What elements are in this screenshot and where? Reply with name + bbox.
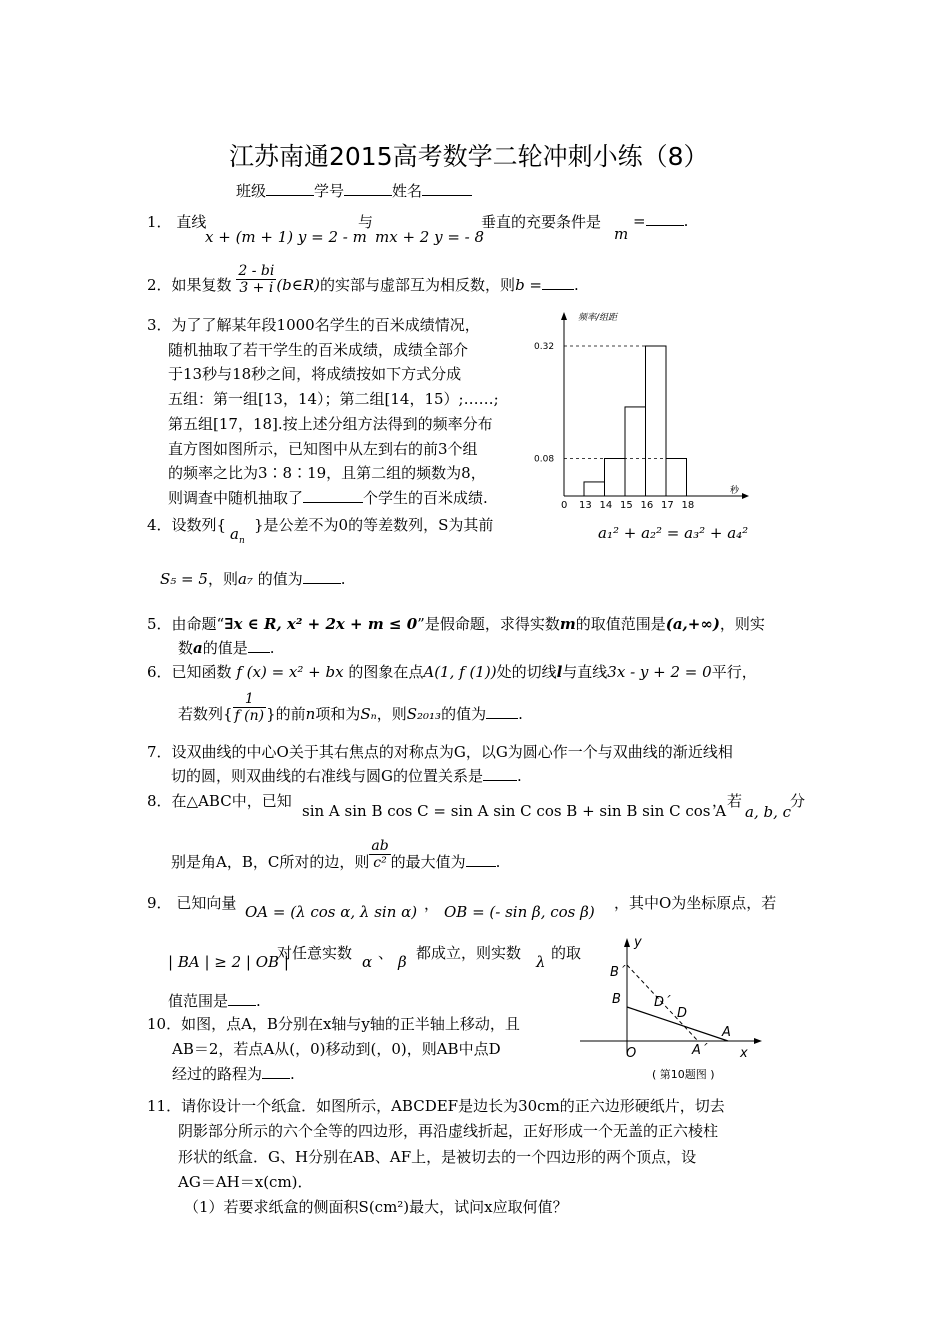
q4-an: $a_n$ [230,525,245,546]
question-number: 1． [147,213,172,231]
id-field[interactable] [344,195,392,196]
y-tick-label: 0.08 [534,454,555,465]
q1-text-post: 垂直的充要条件是 [481,213,602,231]
question-1 [147,211,206,232]
y-tick-label: 0.32 [534,342,555,352]
question-5: 5．由命题“∃x ∈ R, x² + 2x + m ≤ 0”是假命题，求得实数m的取值范围是(a,+∞)，则实 数a的值是 . [147,615,765,657]
label-y: y [634,935,642,950]
q9-sep: ， [424,895,440,913]
q9-line2-eq: | BA | ≥ 2 | OB | [168,953,289,971]
x-tick-label: 15 [620,500,633,511]
label-D2: D´ [654,995,671,1010]
x-tick-label: 13 [579,500,592,511]
label-x: x [740,1046,748,1061]
label-B: B [612,992,621,1007]
histogram-bar [605,459,626,497]
q8-answer-blank[interactable] [466,866,496,867]
x-tick-label: 17 [661,500,674,511]
name-label: 姓名 [392,182,423,200]
q4-eq: a₁² + a₂² = a₃² + a₄² [598,524,749,542]
question-8: 8．在△ABC中，已知 [147,792,292,810]
question-9: 9． 已知向量 [147,894,237,912]
q8-abc: a, b, c [745,803,792,821]
q4-text: }是公差不为0的等差数列，S为其前 [254,516,494,534]
label-B2: B´ [610,965,626,980]
class-field[interactable] [266,195,314,196]
q8-fraction: $\frac{ab}{\text{c²}}$ [371,837,389,871]
q2-answer-blank[interactable] [542,289,574,290]
x-axis-label: 秒 [730,486,740,496]
q9-answer-blank[interactable] [228,1005,256,1006]
q10-figure [580,935,770,1085]
histogram-bar [666,459,687,497]
q3-answer-blank[interactable] [303,502,363,503]
frequency-histogram [528,306,758,514]
histogram-bar [625,407,646,496]
q1-line-eq1: x + (m + 1) y = 2 - m [205,228,367,246]
q9-beta: β [398,953,407,971]
fig-y-arrow [624,938,630,947]
label-A2: A´ [692,1043,708,1058]
q1-answer-blank[interactable] [646,225,684,226]
q9-sep2: 、 [378,944,394,962]
page-title: 江苏南通2015高考数学二轮冲刺小练（8） [229,142,709,171]
fig-x-arrow [754,1038,762,1044]
question-7: 7．设双曲线的中心O关于其右焦点的对称点为G，以G为圆心作一个与双曲线的渐近线相 切的圆，则双曲线的右准线与圆G的位置关系是 . [147,743,733,785]
histogram-bar [646,346,667,496]
q9-line3: 值范围是 . [168,992,261,1010]
q6-answer-blank[interactable] [486,718,518,719]
q2-fraction: $\frac{2 - bi}{3 + i}$ [238,262,275,296]
label-D: D [677,1006,688,1021]
q1-text-mid: 与 [358,213,374,231]
q7-answer-blank[interactable] [483,780,517,781]
class-label: 班级 [236,182,267,200]
question-2: 2．如果复数 $\frac{2 - bi}{3 + i}$ (b∈R)的实部与虚部互为相反数，则b = . [147,262,579,296]
q10-answer-blank[interactable] [262,1078,290,1079]
q8-post: 分 [790,792,806,810]
figure-caption: ( 第10题图 ) [652,1068,715,1081]
question-10: 10．如图，点A，B分别在x轴与y轴的正半轴上移动，且 AB＝2，若点A从(，0)移动到(，0)，则AB中点D 经过的路程为 . [147,1015,520,1083]
y-axis-label: 频率/组距 [578,313,618,323]
x-tick-label: 16 [640,500,654,511]
x-tick-label: 0 [561,500,568,511]
x-axis-arrow [742,493,749,499]
q9-line2-mid2: 都成立，则实数 [416,944,522,962]
q8-line2: 别是角A，B，C所对的边，则 $\frac{ab}{\text{c²}}$ 的最大值为 . [171,837,501,871]
q6-line2: 若数列{ $\frac{1}{f (n)}$ }的前n项和为Sₙ，则S₂₀₁₃的值为 . [178,690,523,724]
question-6: 6．已知函数 f (x) = x² + bx 的图象在点A(1, f (1))处的切线l与直线3x - y + 2 = 0平行， [147,663,757,681]
q9-line2-mid: 对任意实数 [277,944,353,962]
q1-text: 直线 [176,213,207,231]
id-label: 学号 [314,182,345,200]
histogram-bar [584,482,605,496]
q4-answer-blank[interactable] [303,583,341,584]
q8-mid: ，若 [712,792,743,810]
q4-line2: S₅ = 5，则a₇ 的值为 . [160,570,346,588]
q9-OB: OB = (- sin β, cos β) [444,903,595,921]
x-tick-label: 18 [681,500,695,511]
q8-eq: sin A sin B cos C = sin A sin C cos B + sin B sin C cos A [302,802,727,820]
q9-OA: OA = (λ cos α, λ sin α) [245,903,418,921]
q9-line2-post: 的取 [551,944,582,962]
q1-line-eq2: mx + 2 y = - 8 [375,228,485,246]
question-3: 3．为了了解某年段1000名学生的百米成绩情况， 随机抽取了若干学生的百米成绩，成绩全部介 于13秒与18秒之间，将成绩按如下方式分成 五组：第一组[13，14）；第二组[14，15）;……; 第五组[17，18].按上述分组方法得到的频率分布 直方图如图所示，已知图中从左到右的前3个组 的频率之比为3∶8∶19，且第二组的频数为8， 则调查中随机抽取了 个学生的百米成绩. [147,316,499,507]
q6-fraction: $\frac{1}{f (n)}$ [234,690,265,724]
q9-alpha: α [362,953,373,971]
label-A: A [722,1025,731,1040]
y-axis-arrow [561,312,567,320]
question-4: 4．设数列{ [147,516,227,534]
q1-answer: = . [633,212,689,230]
x-tick-label: 14 [599,500,613,511]
label-O: O [626,1046,637,1061]
q1-var: m [614,225,629,243]
name-field[interactable] [422,195,472,196]
student-info-line [236,180,472,201]
q9-post: ，其中O为坐标原点，若 [614,894,777,912]
q5-answer-blank[interactable] [248,652,270,653]
question-11: 11．请你设计一个纸盒．如图所示，ABCDEF是边长为30cm的正六边形硬纸片，切去 阴影部分所示的六个全等的四边形，再沿虚线折起，正好形成一个无盖的正六棱柱 形状的纸盒．G、H分别在AB、AF上，是被切去的一个四边形的两个顶点，设 AG＝AH＝x(cm)． （1）若要求纸盒的侧面积S(cm²)最大，试问x应取何值？ [147,1097,725,1217]
q9-lambda: λ [536,953,546,971]
